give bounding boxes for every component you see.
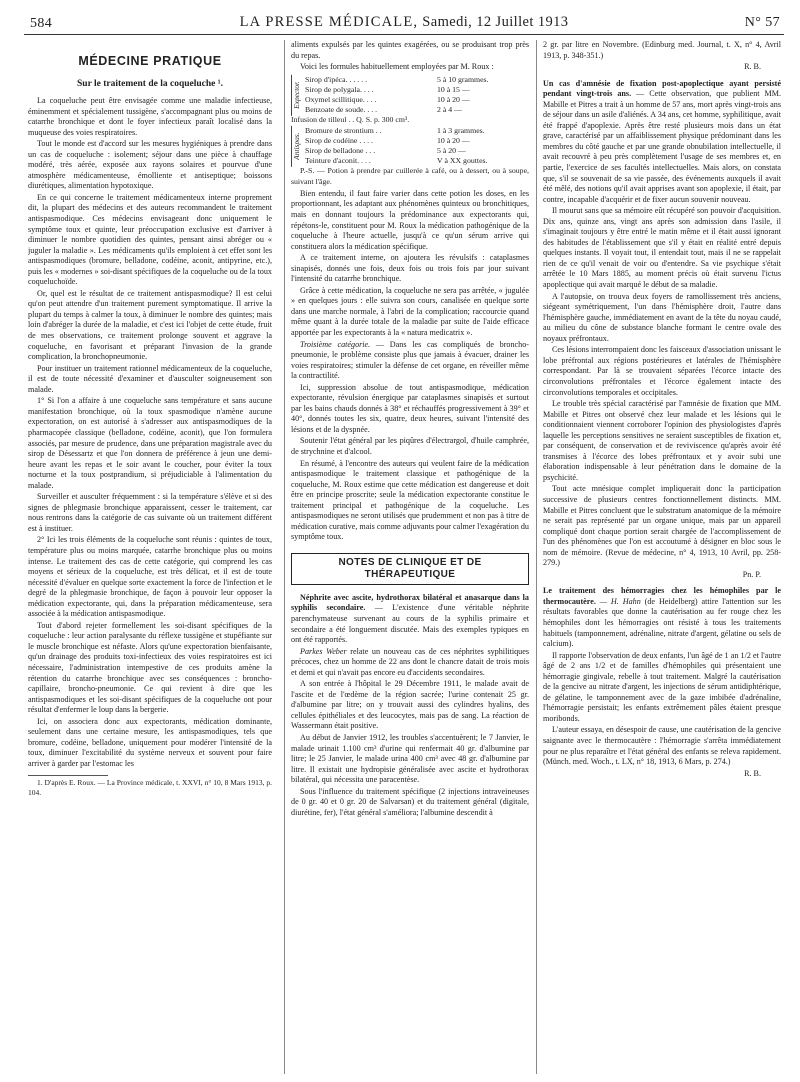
page-number: 584: [30, 16, 53, 31]
paragraph: Grâce à cette médication, la coqueluche ne sera pas arrêtée, « jugulée » en quelques jours : elle suivra son cours, canalisée en quelque sorte dans une marche normale, à l'abri de la complication; raccourcie quand même quant à la durée totale de la maladie par suite de l'aide efficace apportée par les expectorants à la « natura medicatrix ».: [291, 285, 529, 337]
prescription-row: [305, 136, 529, 146]
prescription-row: [305, 95, 529, 105]
paragraph-text: (de Heidelberg) attire l'attention sur les résultats favorables que donne la cautérisation au fer rouge chez les hémophiles dont les hémorragies ont résisté à tous les traitements habituels (tamponnement, adrénaline, nitrate d'argent, gélatine ou sels de calcium).: [543, 596, 781, 649]
journal-date: Samedi, 12 Juillet 1913: [418, 14, 569, 30]
prescription-label: Expector.: [291, 75, 301, 116]
paragraph: Bien entendu, il faut faire varier dans cette potion les doses, en les proportionnant, les adaptant aux phénomènes quinteux ou bronchitiques, mais en donnant toujours la prédominance aux expectorants qui, répétons-le, constituent pour M. Roux la médication pathogénique de la coqueluche à l'heure actuelle, jusqu'à ce qu'un sérum arrive qui constituera alors la médication spécifique.: [291, 188, 529, 251]
author-name: Parkes Weber: [300, 646, 347, 656]
paragraph-text: — Dans les cas compliqués de broncho-pneumonie, le problème consiste plus que jamais à évacuer, drainer les voies respiratoires; stimuler la défense de cet organe, en réveiller même la contractilité.: [291, 339, 529, 381]
paragraph: A son entrée à l'hôpital le 29 Décembre 1911, le malade avait de l'ascite et de l'œdème de la région sacrée; l'urine contenait 25 gr. d'albumine par litre; on y trouvait aussi des cylindres hyalins, des cellules épithéliales et des leucocytes, mais pas de sang. La réaction de Wassermann était positive.: [291, 679, 529, 731]
paragraph: La coqueluche peut être envisagée comme une maladie infectieuse, éminemment et spécialement tussigène, s'accompagnant plus ou moins de catarrhe bronchique et dont le foyer infectieux paraît localisé dans la muqueuse des voies respiratoires.: [28, 96, 272, 137]
paragraph: Au début de Janvier 1912, les troubles s'accentuèrent; le 7 Janvier, le malade urinait 1.100 cm³ d'urine qui renfermait 40 gr. d'albumine par litre; le 25 Janvier, le malade urina 400 cm³ avec 48 gr. d'albumine par litre. Il existait une hydropisie généralisée avec ascite et hydrothorax bilatéral, qui nécessita une paracentèse.: [291, 733, 529, 785]
article-title: Un cas d'amnésie de fixation post-apoplectique ayant persisté pendant vingt-trois ans.: [543, 78, 781, 99]
paragraph: Voici les formules habituellement employées par M. Roux :: [300, 62, 494, 72]
prescription-note: P.-S. — Potion à prendre par cuillerée à café, ou à dessert, ou à soupe, suivant l'âge.: [291, 166, 529, 186]
ingredient: Sirop de codéine . . . .: [305, 135, 373, 145]
quantity: 5 à 20 —: [437, 146, 466, 156]
paragraph: Ici, suppression absolue de tout antispasmodique, médication expectorante, révulsion énergique par cataplasmes sinapisés et surtout par les bains chauds donnés à 38° et réchauffés progressivement à 39° et 40°, donnés toutes les six, quatre, deux heures, suivant l'intensité des lésions et de la dyspnée.: [291, 382, 529, 434]
quantity: 2 à 4 —: [437, 105, 462, 115]
quantity: V à XX gouttes.: [437, 156, 488, 166]
columns: [24, 40, 784, 1074]
paragraph: Or, quel est le résultat de ce traitement antispasmodique? Il est celui qu'on peut attendre d'un traitement purement symptomatique. Il arrive la plupart du temps à calmer la toux, à diminuer le nombre des quintes; mais loin d'abréger la durée de la maladie, et c'est ici l'objet de cette étude, fruit de mes observations, ce traitement prolonge souvent et aggrave la coqueluche, en favorisant et préparant l'invasion de la grande complication, la bronchopneumonie.: [28, 288, 272, 362]
paragraph-text: — Cette observation, que publient MM. Mabille et Pitres a trait à un homme de 57 ans, mort après vingt-trois ans de séjour dans un asile d'aliénés. A 34 ans, cet homme, syphilitique, avait été frappé d'apoplexie. Après être resté plusieurs mois dans un état grave, caractérisé par un affaiblissement physique prédominant dans les membres du côté gauche et par une grande obnubilation intellectuelle, il avait recouvré à peu près complètement l'usage de ses membres et, en partie, l'exercice de ses facultés intellectuelles. Mais alors, on constata que, s'il se souvenait de sa vie passée, des événements auxquels il avait été mêlé, des notions qu'il avait apprises avant son apoplexie, il était, par contre, incapable d'acquérir et de fixer aucun souvenir nouveau.: [543, 89, 781, 204]
prescription-infusion: Infusion de tilleul . . Q. S. p. 300 cm³.: [291, 115, 410, 125]
ingredient: Teinture d'aconit. . . .: [305, 156, 371, 166]
signature: Pn. P.: [742, 569, 761, 579]
article-title: Néphrite avec ascite, hydrothorax bilatéral et anasarque dans la syphilis secondaire.: [291, 592, 529, 613]
prescription-label: Antispas.: [291, 126, 301, 167]
paragraph: [543, 586, 781, 649]
paragraph-text: relate un nouveau cas de ces néphrites syphilitiques précoces, chez un homme de 22 ans dont le chancre datait de trois mois et demi et qui n'avait pas encore eu d'accidents secondaires.: [291, 646, 529, 677]
quantity: 5 à 10 grammes.: [437, 74, 489, 84]
paragraph: A ce traitement interne, on ajoutera les révulsifs : cataplasmes sinapisés, donnés une fois, deux fois ou trois fois par jour suivant l'intensité du catarrhe bronchique.: [291, 253, 529, 284]
column-3: [536, 40, 781, 1074]
paragraph: Ici, on associera donc aux expectorants, médication dominante, seulement dans une certaine mesure, les antispasmodiques, tels que bromure, codéine, belladone, uniquement pour modérer l'intensité de la toux, diminuer l'excitabilité du système nerveux et souvent pour faire arriver à garder par l'estomac les: [28, 716, 272, 768]
quantity: 10 à 15 —: [437, 84, 470, 94]
paragraph: Sous l'influence du traitement spécifique (2 injections intraveineuses de 0 gr. 40 et 0 gr. 20 de Salvarsan) et du traitement général (digitale, diurétine, fer), l'état général s'améliora; l'albumine descendit à: [291, 786, 529, 817]
prescription-expectorant: [291, 75, 529, 187]
ingredient: Sirop d'ipéca. . . . . .: [305, 74, 368, 84]
column-1: [28, 40, 272, 1074]
paragraph-text: — L'existence d'une véritable néphrite parenchymateuse survenant au cours de la syphilis primaire et secondaire a été longuement discutée. Mais des exemples typiques en ont été rapportés.: [291, 603, 529, 645]
article-title: Le traitement des hémorragies chez les hémophiles par le thermocautère.: [543, 586, 781, 606]
paragraph: Tout le monde est d'accord sur les mesures hygiéniques à prendre dans un cas de coqueluche : isolement; séjour dans une pièce à chauffage modéré, très aérée, exposée aux rayons solaires et pourvue d'une atmosphère médicamenteuse, émolliente et antiseptique; boissons diurétiques, alimentation hypotoxique.: [28, 139, 272, 191]
paragraph: Soutenir l'état général par les piqûres d'électrargol, d'huile camphrée, de strychnine et d'alcool.: [291, 436, 529, 456]
paragraph: En ce qui concerne le traitement médicamenteux interne proprement dit, la plupart des médecins et des auteurs recommandent le traitement antispasmodique. Ces médecins envisageant donc uniquement le symptôme toux et quinte, leur préoccupation exclusive est d'arriver à diminuer le nombre quotidien des quintes, pensant ainsi abréger ou « juguler la maladie ». Les médicaments qu'ils emploient à cet effet sont les antispasmodiques (bromure, belladone, codéine, aconit, antipyrine, etc.), puis les « modernes » soi-disant spécifiques de la coqueluche ou de la toux coqueluchoïde.: [28, 192, 272, 287]
paragraph: Tout acte mnésique complet impliquerait donc la participation successive de plusieurs centres fonctionnellement distincts. MM. Mabille et Pitres concluent que le substratum anatomique de la mémoire ne serait pas représenté par un organe unique, mais par un appareil compliqué dont chaque portion serait chargée de l'accomplissement de l'un des phénomènes que l'on est accoutumé à désigner en bloc sous le nom de mémoire. (Revue de médecine, n° 4, 1913, 10 Avril, pp. 258-279.): [543, 484, 781, 568]
paragraph: Le trouble très spécial caractérisé par l'amnésie de fixation que MM. Mabille et Pitres ont observé chez leur malade et les lésions qui le conditionnaient viennent corroborer l'opinion des physiologistes d'après laquelle les perceptions sensitives ne seraient susceptibles de fixation et, par conséquent, de conservation et de reviviscence qu'après avoir été transmises à l'écorce des lobes préfrontaux et y avoir subi une élaboration indispensable à leur pénétration dans le domaine de la psychicité.: [543, 399, 781, 482]
paragraph: 1° Si l'on a affaire à une coqueluche sans température et sans aucune manifestation bronchique, où la toux spasmodique n'amène aucune expectoration, on est autorisé à s'adresser aux antispasmodiques de la pharmacopée classique (belladone, codéine, aconit), que l'on formulera associés, par mesure de prudence, dans une préparation magistrale avec du sirop de Désessartz et que l'on donnera de préférence à jeun une demi-heure avant les repas et le soir avant le coucher, pour éviter la toux nocturne et la toux postprandium, si préjudiciable à l'alimentation du malade.: [28, 396, 272, 490]
journal-page: [24, 8, 784, 1074]
quantity: 10 à 20 —: [437, 95, 470, 105]
ingredient: Sirop de belladone . . .: [305, 146, 376, 156]
prescription-row: [305, 156, 529, 166]
paragraph: A l'autopsie, on trouva deux foyers de ramollissement très anciens, siégeant symétriquement, l'un dans l'hémisphère droit, l'autre dans l'hémisphère gauche, immédiatement en avant de la tête du noyau caudé, au milieu du cône de substance blanche formant le centre ovale des noyaux préfrontaux.: [543, 291, 781, 343]
prescription-row: [305, 126, 529, 136]
quantity: 1 à 3 grammes.: [437, 125, 485, 135]
column-2: [284, 40, 529, 1074]
ingredient: Oxymel scillitique. . . .: [305, 95, 377, 105]
paragraph: Tout d'abord rejeter formellement les soi-disant spécifiques de la coqueluche : leur action paralysante du réflexe tussigène et stupéfiante sur le muscle bronchique est néfaste. Alors qu'une expectoration bienfaisante, qu'un drainage des produits toxi-infectieux des voies respiratoires est ici nécessaire, l'administration intempestive de ces produits amène la rétention du catarrhe bronchique avec ses conséquences : broncho-capillaire, broncho-pneumonie. Ce qui revient à dire que les antispasmodiques et les soi-disant spécifiques de la coqueluche ont pour résultat d'enfermer le loup dans la bergerie.: [28, 620, 272, 715]
paragraph: [291, 593, 529, 646]
paragraph: Il mourut sans que sa mémoire eût récupéré son pouvoir d'acquisition. Dix ans, quinze ans, vingt ans après son admission dans l'asile, il s'imaginait toujours y être entré le matin même et il était aussi ignorant des habitudes de l'établissement que s'il y était en réalité entré depuis quelques instants. Il voyait tout, il entendait tout, mais il ne se rappelait rien de ce qu'il venait de voir ou d'entendre. Sa vie psychique s'était arrêtée le 10 Mars 1885, au moment précis où était survenu l'ictus apoplectique qui avait marqué le début de sa maladie.: [543, 206, 781, 290]
prescription-row: [305, 85, 529, 95]
quantity: 10 à 20 —: [437, 135, 470, 145]
paragraph: [291, 340, 529, 382]
paragraph: 2° Ici les trois éléments de la coqueluche sont réunis : quintes de toux, température plus ou moins marquée, catarrhe bronchique plus ou moins intense. Le traitement des cas de cette catégorie, qui comprend les cas moyens et sérieux de la coqueluche, est très délicat, et il est de toute nécessité d'évaluer en quelque sorte exactement la force de l'infection et le degré de la phlegmasie bronchique, de façon à pouvoir leur opposer la médication expectorante, qui, dans la préparation médicamenteuse, sera associée à la médication antispasmodique.: [28, 535, 272, 619]
paragraph: En résumé, à l'encontre des auteurs qui veulent faire de la médication antispasmodique le traitement classique et pathogénique de la coqueluche, M. Roux estime que cette médication est dangereuse et doit être en principe proscrite; seule la médication expectorante constitue le traitement principal et pathogénique de la coqueluche. Les antispasmodiques ne seront utilisés que prudemment et non pas à titre de médication curative, mais comme adjuvants pour calmer l'exagération du symptôme toux.: [291, 458, 529, 542]
paragraph: aliments expulsés par les quintes exagérées, ou se produisant trop près du repas.: [291, 40, 529, 60]
paragraph: [291, 647, 529, 679]
page-header: [24, 8, 784, 35]
footnote-rule: [28, 775, 108, 776]
paragraph: [543, 79, 781, 206]
paragraph: Surveiller et ausculter fréquemment : si la température s'élève et si des signes de phlegmasie bronchique apparaissent, cesser le traitement, car nous rentrons dans la catégorie de cas suivante où un traitement différent est à instituer.: [28, 492, 272, 533]
signature: R. B.: [744, 768, 761, 778]
paragraph: Ces lésions interrompaient donc les faisceaux d'association unissant le lobe préfrontal aux régions postérieures et latérales de l'hémisphère correspondant. Par là se trouvaient séparées l'écorce intacte des circonvolutions préfrontales et l'écorce également intacte des circonvolutions temporales et occipitales.: [543, 345, 781, 397]
article-title: Sur le traitement de la coqueluche ¹.: [77, 79, 223, 89]
category-label: Troisième catégorie.: [300, 339, 371, 349]
author-name: — H. Hahn: [595, 596, 641, 606]
prescription-row: [305, 105, 529, 115]
ingredient: Sirop de polygala. . . .: [305, 84, 374, 94]
paragraph: Pour instituer un traitement rationnel médicamenteux de la coqueluche, il est de toute nécessité d'examiner et d'ausculter soigneusement son malade.: [28, 363, 272, 394]
prescription-row: [305, 146, 529, 156]
paragraph: L'auteur essaya, en désespoir de cause, une cautérisation de la gencive saignante avec le thermocautère : l'hémorragie s'arrêta immédiatement pour ne plus reparaître et l'état général des enfants se releva rapidement. (Münch. med. Woch., t. LX, n° 18, 1913, 6 Mars, p. 274.): [543, 725, 781, 767]
signature: R. B.: [744, 62, 761, 72]
prescription-row: [305, 75, 529, 85]
notes-section-title: NOTES DE CLINIQUE ET DE THÉRAPEUTIQUE: [291, 553, 529, 585]
journal-title: [24, 14, 784, 31]
issue-number: N° 57: [744, 15, 780, 30]
ingredient: Benzoate de soude. . . .: [305, 105, 378, 115]
journal-name: LA PRESSE MÉDICALE,: [239, 14, 419, 30]
footnote: 1. D'après E. Roux. — La Province médicale, t. XXVI, n° 10, 8 Mars 1913, p. 104.: [28, 778, 272, 797]
paragraph: 2 gr. par litre en Novembre. (Edinburg med. Journal, t. X, n° 4, Avril 1913, p. 348-351.): [543, 40, 781, 60]
ingredient: Bromure de strontium . .: [305, 125, 382, 135]
section-title: MÉDECINE PRATIQUE: [78, 54, 222, 68]
paragraph: Il rapporte l'observation de deux enfants, l'un âgé de 1 an 1/2 et l'autre âgé de 2 ans 1/2 et de familles d'hémophiles qui présentaient une hémorragie gingivale, rebelle à tout traitement. Malgré la cautérisation de la gencive au nitrate d'argent, les injections de sérum antidiphtérique, de gélatine, le tamponnement avec de la gaze imbibée d'adrénaline, l'hémorragie persistait; les enfants extrêmement pâles étaient presque moribonds.: [543, 650, 781, 723]
